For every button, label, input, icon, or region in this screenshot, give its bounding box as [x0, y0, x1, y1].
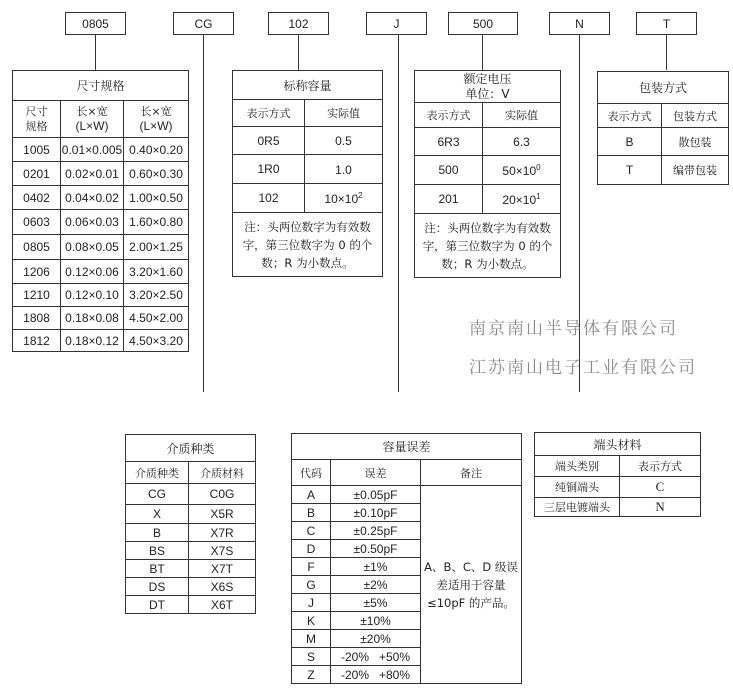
- table-row: 1812 0.18×0.12 4.50×3.20: [13, 330, 189, 352]
- table-row: 1808 0.18×0.08 4.50×2.00: [13, 307, 189, 330]
- table-row: B 散包装: [598, 128, 729, 156]
- capacitance-table: [232, 70, 383, 277]
- connector-voltage: [482, 35, 483, 70]
- company-name-2: 江苏南山电子工业有限公司: [469, 358, 697, 378]
- table-row: D ±0.50pF: [292, 540, 522, 558]
- tolerance-header-tolerance: 误差: [331, 460, 421, 486]
- table-row: B ±0.10pF: [292, 504, 522, 522]
- packaging-table: [597, 71, 729, 185]
- code-box-packaging: T: [636, 12, 697, 35]
- table-row: C ±0.25pF: [292, 522, 522, 540]
- table-row: BS X7S: [126, 542, 256, 560]
- table-row: 6R3 6.3: [415, 128, 561, 156]
- size-header-inch: 长×宽 (L×W): [61, 101, 124, 138]
- table-row: S -20% +50%: [292, 648, 522, 666]
- voltage-note: 注：头两位数字为有效数字，第三位数字为 0 的个数；R 为小数点。: [415, 214, 561, 278]
- table-row: DT X6T: [126, 596, 256, 614]
- size-header-mm: 长×宽 (L×W): [124, 101, 189, 138]
- size-table-title: 尺寸规格: [13, 71, 189, 101]
- code-box-dielectric: CG: [173, 12, 234, 35]
- code-box-capacitance: 102: [268, 12, 329, 35]
- table-row: 三层电镀端头 N: [535, 498, 701, 517]
- code-box-tolerance: J: [366, 12, 427, 35]
- table-row: Z -20% +80%: [292, 666, 522, 684]
- connector-packaging: [666, 35, 667, 70]
- code-box-size: 0805: [65, 12, 126, 35]
- size-header-code: 尺寸 规格: [13, 101, 61, 138]
- termination-table-title: 端头材料: [535, 433, 701, 456]
- capacitance-header-value: 实际值: [305, 100, 383, 127]
- tolerance-header-remark: 备注: [421, 460, 522, 486]
- table-row: 1210 0.12×0.10 3.20×2.50: [13, 284, 189, 307]
- table-row: F ±1%: [292, 558, 522, 576]
- table-row: 0603 0.06×0.03 1.60×0.80: [13, 210, 189, 235]
- packaging-table-title: 包装方式: [598, 72, 729, 104]
- table-row: 纯铜端头 C: [535, 477, 701, 498]
- table-row: M ±20%: [292, 630, 522, 648]
- dielectric-table-title: 介质种类: [126, 435, 256, 462]
- table-row: CG C0G: [126, 484, 256, 505]
- table-row: 102 $10\times 10^2$: [233, 184, 383, 213]
- table-row: 0201 0.02×0.01 0.60×0.30: [13, 162, 189, 186]
- tolerance-header-code: 代码: [292, 460, 331, 486]
- table-row: 1206 0.12×0.06 3.20×1.60: [13, 260, 189, 284]
- table-row: 0805 0.08×0.05 2.00×1.25: [13, 235, 189, 260]
- size-table: [12, 70, 189, 352]
- connector-size: [95, 35, 96, 70]
- dielectric-header-type: 介质种类: [126, 462, 189, 484]
- packaging-header-type: 包装方式: [662, 104, 729, 128]
- capacitance-header-code: 表示方式: [233, 100, 305, 127]
- capacitance-table-title: 标称容量: [233, 71, 383, 100]
- company-name-1: 南京南山半导体有限公司: [469, 319, 678, 339]
- code-box-termination: N: [549, 12, 610, 35]
- table-row: A ±0.05pF A、B、C、D 级误差适用于容量≤10pF 的产品。: [292, 486, 522, 504]
- tolerance-table-title: 容量误差: [292, 434, 522, 460]
- table-row: 1R0 1.0: [233, 155, 383, 184]
- table-row: 1005 0.01×0.005 0.40×0.20: [13, 138, 189, 162]
- voltage-header-code: 表示方式: [415, 103, 483, 128]
- table-row: J ±5%: [292, 594, 522, 612]
- dielectric-table: [125, 434, 256, 614]
- tolerance-remark: A、B、C、D 级误差适用于容量≤10pF 的产品。: [421, 486, 522, 684]
- termination-table: [534, 432, 701, 517]
- dielectric-header-material: 介质材料: [189, 462, 256, 484]
- voltage-table: [414, 70, 561, 278]
- table-row: BT X7T: [126, 560, 256, 578]
- table-row: T 编带包装: [598, 156, 729, 185]
- table-row: G ±2%: [292, 576, 522, 594]
- packaging-header-code: 表示方式: [598, 104, 662, 128]
- connector-capacitance: [298, 35, 299, 70]
- connector-tolerance: [398, 35, 399, 392]
- termination-header-code: 表示方式: [620, 456, 701, 477]
- table-row: X X5R: [126, 505, 256, 524]
- table-row: 500 $50\times 10^0$: [415, 156, 561, 185]
- voltage-header-value: 实际值: [483, 103, 561, 128]
- table-row: K ±10%: [292, 612, 522, 630]
- voltage-table-title: 额定电压 单位：V: [415, 71, 561, 103]
- table-row: DS X6S: [126, 578, 256, 596]
- tolerance-table: [291, 433, 522, 684]
- termination-header-type: 端头类别: [535, 456, 620, 477]
- connector-dielectric: [203, 35, 204, 392]
- table-row: B X7R: [126, 524, 256, 542]
- capacitance-note: 注：头两位数字为有效数字，第三位数字为 0 的个数；R 为小数点。: [233, 213, 383, 277]
- table-row: 0R5 0.5: [233, 127, 383, 155]
- table-row: 0402 0.04×0.02 1.00×0.50: [13, 186, 189, 210]
- table-row: 201 $20\times 10^1$: [415, 185, 561, 214]
- code-box-voltage: 500: [448, 12, 518, 35]
